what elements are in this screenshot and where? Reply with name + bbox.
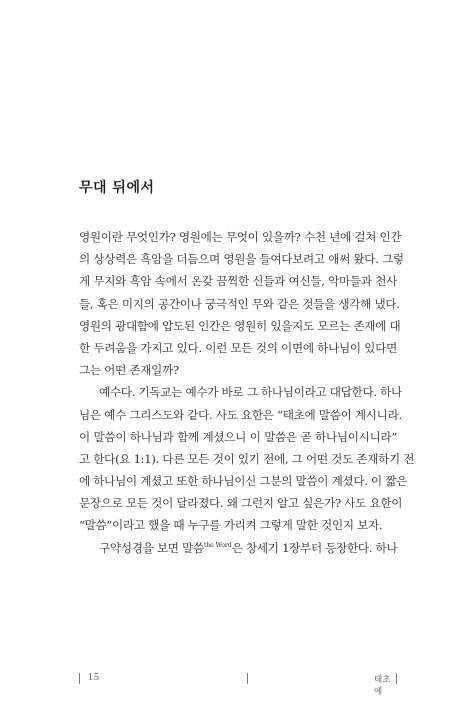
paragraph-line: “말씀”이라고 했을 때 누구를 가리켜 그렇게 말한 것인지 보자. (79, 518, 383, 533)
line-text: 은 창세기 1장부터 등장한다. 하나 (231, 540, 398, 555)
page-number: 15 (88, 672, 100, 683)
paragraph-line: 영원의 광대함에 압도된 인간은 영원히 있을지도 모르는 존재에 대 (79, 318, 401, 333)
superscript-gloss: the Word (203, 541, 232, 549)
paragraph-line: 예수다. 기독교는 예수가 바로 그 하나님이라고 대답한다. 하나 (99, 385, 402, 400)
footer-divider (79, 673, 80, 684)
paragraph-line: 한 두려움을 가지고 있다. 이런 모든 것의 이면에 하나님이 있다면 (79, 340, 397, 355)
paragraph-line: 영원이란 무엇인가? 영원에는 무엇이 있을까? 수천 년에 걸쳐 인간 (79, 230, 402, 244)
paragraph-line: 들, 혹은 미지의 공간이나 궁극적인 무와 같은 것들을 생각해 냈다. (79, 296, 400, 311)
paragraph-line: 게 무지와 흑암 속에서 온갖 끔찍한 신들과 여신들, 악마들과 천사 (79, 274, 397, 289)
chapter-title: 태초에 (374, 675, 391, 697)
paragraph-line: 고 한다(요 1:1). 다른 모든 것이 있기 전에, 그 어떤 것도 존재하기 전 (79, 451, 415, 466)
paragraph-line: 문장으로 모든 것이 달라졌다. 왜 그런지 알고 싶은가? 사도 요한이 (79, 496, 403, 511)
paragraph-line: 님은 예수 그리스도와 같다. 사도 요한은 “태초에 말씀이 계시니라. (79, 407, 402, 422)
line-text: 구약성경을 보면 말씀 (99, 540, 204, 555)
paragraph-line (79, 537, 397, 559)
footer-divider (247, 673, 248, 684)
paragraph-line: 에 하나님이 계셨고 또한 하나님이신 그분의 말씀이 계셨다. 이 짧은 (79, 474, 408, 489)
footer-divider (396, 673, 397, 684)
paragraph-line: 이 말씀이 하나님과 함께 계셨으니 이 말씀은 곧 하나님이시니라” (79, 429, 397, 444)
page-footer (79, 672, 397, 697)
section-heading: 무대 뒤에서 (79, 180, 155, 196)
body-text (79, 226, 415, 559)
paragraph-line: 그는 어떤 존재일까? (79, 363, 179, 378)
paragraph-line: 의 상상력은 흑암을 더듬으며 영원을 들여다보려고 애써 왔다. 그렇 (79, 252, 404, 267)
